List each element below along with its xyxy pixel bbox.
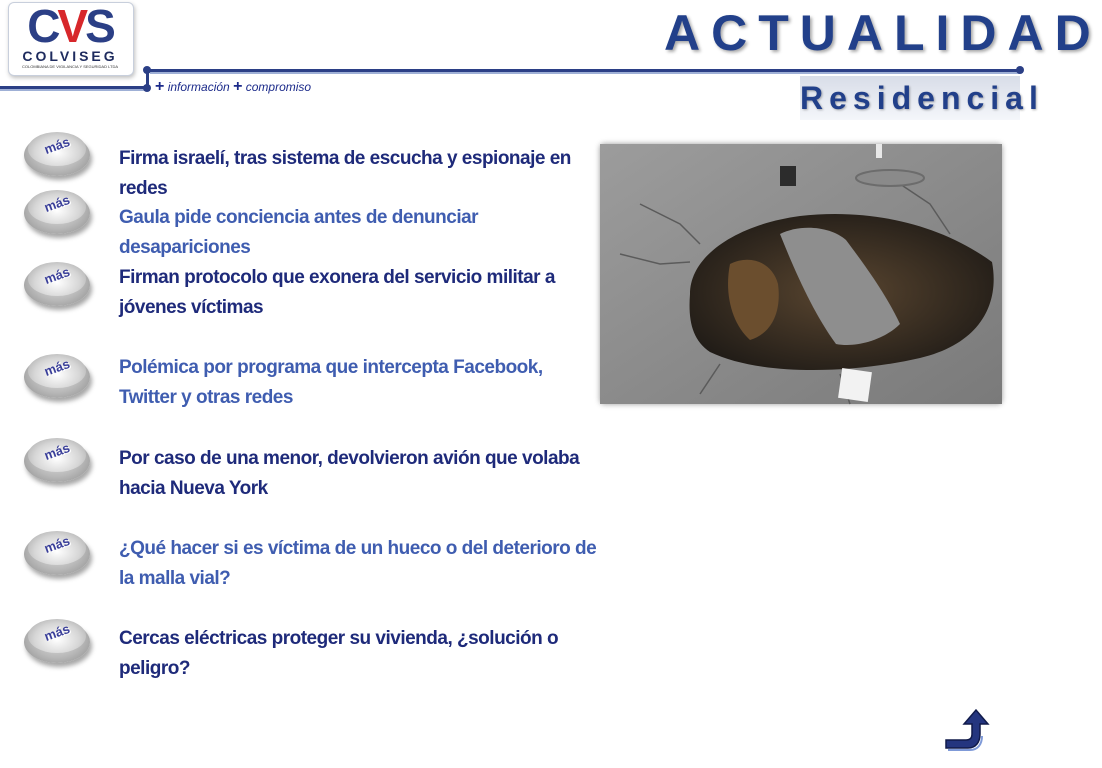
return-button[interactable] (940, 706, 992, 756)
road-marking (838, 368, 872, 402)
more-button-label: más (42, 134, 72, 157)
header-dot (1016, 66, 1024, 74)
news-headline-link[interactable]: Por caso de una menor, devolvieron avión que volaba hacia Nueva York (119, 448, 580, 499)
logo-letter-c: C (27, 0, 58, 52)
more-button[interactable] (24, 615, 92, 663)
road-marking (876, 144, 882, 158)
logo-letter-v: V (57, 0, 86, 52)
pothole-photo (600, 144, 1002, 404)
more-button-label: más (42, 192, 72, 215)
more-button-label: más (42, 440, 72, 463)
news-headline-link[interactable]: Polémica por programa que intercepta Facebook, Twitter y otras redes (119, 357, 543, 408)
more-button-label: más (42, 356, 72, 379)
more-button[interactable] (24, 434, 92, 482)
pipe (780, 166, 796, 186)
tagline-plus: + (233, 78, 243, 95)
tagline-plus: + (155, 78, 165, 95)
header-line-top (150, 69, 1020, 72)
colviseg-logo (8, 2, 134, 86)
header-dot (143, 84, 151, 92)
tagline (155, 78, 311, 96)
page-subtitle: Residencial (800, 76, 1020, 120)
more-button[interactable] (24, 186, 92, 234)
news-headline-link[interactable]: Cercas eléctricas proteger su vivienda, ¿solución o peligro? (119, 628, 559, 679)
header-line-bottom (0, 86, 150, 89)
return-arrow-icon (940, 706, 992, 756)
pothole-photo-graphic (600, 144, 1002, 404)
logo-mark (14, 2, 126, 50)
more-button-label: más (42, 264, 72, 287)
more-button[interactable] (24, 527, 92, 575)
logo-tiny-text: COLOMBIANA DE VIGILANCIA Y SEGURIDAD LTDA (21, 64, 119, 69)
logo-letter-s: S (85, 0, 113, 52)
logo-name: COLVISEG (22, 48, 118, 64)
news-headline-link[interactable]: Firman protocolo que exonera del servicio militar a jóvenes víctimas (119, 267, 555, 318)
tagline-compromiso: compromiso (245, 80, 312, 94)
news-headline-link[interactable]: Firma israelí, tras sistema de escucha y espionaje en redes (119, 148, 571, 199)
manhole-cover (856, 170, 924, 186)
news-headline-link[interactable]: ¿Qué hacer si es víctima de un hueco o del deterioro de la malla vial? (119, 538, 597, 589)
more-button-label: más (42, 533, 72, 556)
more-button-label: más (42, 621, 72, 644)
header-dot (143, 66, 151, 74)
tagline-informacion: información (167, 80, 230, 94)
page-title: ACTUALIDAD (664, 5, 1102, 61)
more-button[interactable] (24, 258, 92, 306)
more-button[interactable] (24, 350, 92, 398)
more-button[interactable] (24, 128, 92, 176)
news-headline-link[interactable]: Gaula pide conciencia antes de denunciar desapariciones (119, 207, 479, 258)
